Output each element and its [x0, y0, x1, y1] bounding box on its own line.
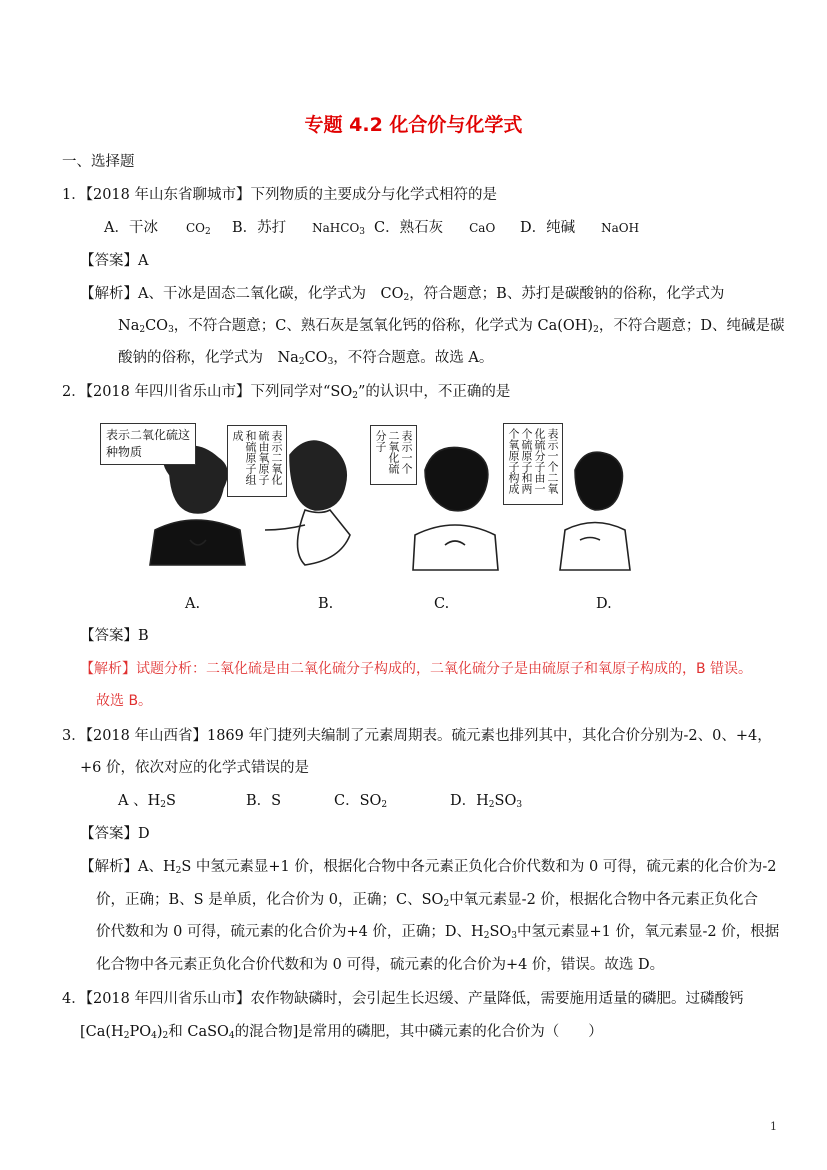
speech-bubble-a: 表示二氧化硫这种物质 [100, 423, 196, 465]
q1-explanation-line1: 【解析】A、干冰是固态二氧化碳，化学式为 $CO_2$，符合题意；B、苏打是碳酸钠的俗称，化学式为 [80, 286, 725, 303]
q1-answer: 【答案】A [80, 253, 149, 269]
q2-explanation-line1: 【解析】试题分析：二氧化硫是由二氧化硫分子构成的，二氧化硫分子是由硫原子和氧原子构成的，B 错误。 [80, 661, 753, 677]
q3-stem-line1: 3．【2018 年山西省】1869 年门捷列夫编制了元素周期表。硫元素也排列其中，其化合价分别为-2、0、+4， [62, 728, 772, 744]
q4-stem-line1: 4．【2018 年四川省乐山市】农作物缺磷时，会引起生长迟缓、产量降低，需要施用适量的磷肥。过磷酸钙 [62, 991, 744, 1007]
q2-explanation-line2: 故选 B。 [96, 693, 153, 709]
q2-option-a[interactable]: A. [185, 596, 201, 612]
q2-answer: 【答案】B [80, 628, 149, 644]
q3-answer: 【答案】D [80, 826, 150, 842]
q1-option-d[interactable]: D．纯碱 NaOH [520, 220, 640, 236]
section-heading: 一、选择题 [62, 154, 135, 170]
q1-option-b[interactable]: B．苏打 NaHCO$_3$ [232, 220, 366, 237]
page-title: 专题 4.2 化合价与化学式 [304, 114, 523, 136]
q1-stem: 1．【2018 年山东省聊城市】下列物质的主要成分与化学式相符的是 [62, 187, 497, 203]
q2-option-b[interactable]: B. [318, 596, 334, 612]
speech-bubble-d: 表示一个二氧化硫分子由一个硫原子和两个氧原子构成 [503, 423, 563, 505]
q1-option-c[interactable]: C．熟石灰 CaO [374, 220, 496, 236]
q2-option-d[interactable]: D. [596, 596, 612, 612]
figure-c [413, 448, 498, 571]
q3-option-d[interactable]: D．$H_2SO_3$ [450, 793, 523, 810]
q3-option-a[interactable]: A 、$H_2S$ [118, 793, 176, 810]
q3-stem-line2: +6 价，依次对应的化学式错误的是 [80, 760, 309, 776]
q3-explanation-line4: 化合物中各元素正负化合价代数和为 0 可得，硫元素的化合价为+4 价，错误。故选 D。 [96, 957, 665, 973]
figure-d [560, 452, 630, 570]
q3-explanation-line2: 价，正确；B、S 是单质，化合价为 0，正确；C、$SO_2$中氧元素显-2 价，根据化合物中各元素正负化合 [96, 892, 758, 909]
cartoon-figures [95, 415, 775, 585]
page-number: 1 [770, 1120, 777, 1133]
q3-option-b[interactable]: B．S [246, 793, 282, 809]
q1-explanation-line2: $Na_2CO_3$，不符合题意；C、熟石灰是氢氧化钙的俗称，化学式为 $Ca(OH)_2$，不符合题意；D、纯碱是碳 [118, 318, 785, 335]
speech-bubble-b: 表示二氧化硫由氧原子和硫原子组成 [227, 425, 287, 497]
q1-explanation-line3: 酸钠的俗称，化学式为 $Na_2CO_3$，不符合题意。故选 A。 [118, 350, 494, 367]
q2-option-c[interactable]: C. [434, 596, 450, 612]
q3-explanation-line1: 【解析】A、$H_2S$ 中氢元素显+1 价，根据化合物中各元素正负化合价代数和为 0 可得，硫元素的化合价为-2 [80, 859, 777, 876]
q2-stem: 2．【2018 年四川省乐山市】下列同学对“$SO_2$”的认识中，不正确的是 [62, 384, 511, 401]
q1-option-a[interactable]: A．干冰 $CO_2$ [104, 220, 211, 237]
q4-stem-line2: [$Ca(H_2PO_4)_2$和 CaSO$_4$的混合物]是常用的磷肥，其中磷元素的化合价为（ ） [80, 1024, 603, 1041]
q3-explanation-line3: 价代数和为 0 可得，硫元素的化合价为+4 价，正确；D、$H_2SO_3$中氢元素显+1 价，氧元素显-2 价，根据 [96, 924, 780, 941]
speech-bubble-c: 表示一个二氧化硫分子 [370, 425, 417, 485]
q2-illustration [95, 415, 775, 585]
q3-option-c[interactable]: C．$SO_2$ [334, 793, 388, 810]
